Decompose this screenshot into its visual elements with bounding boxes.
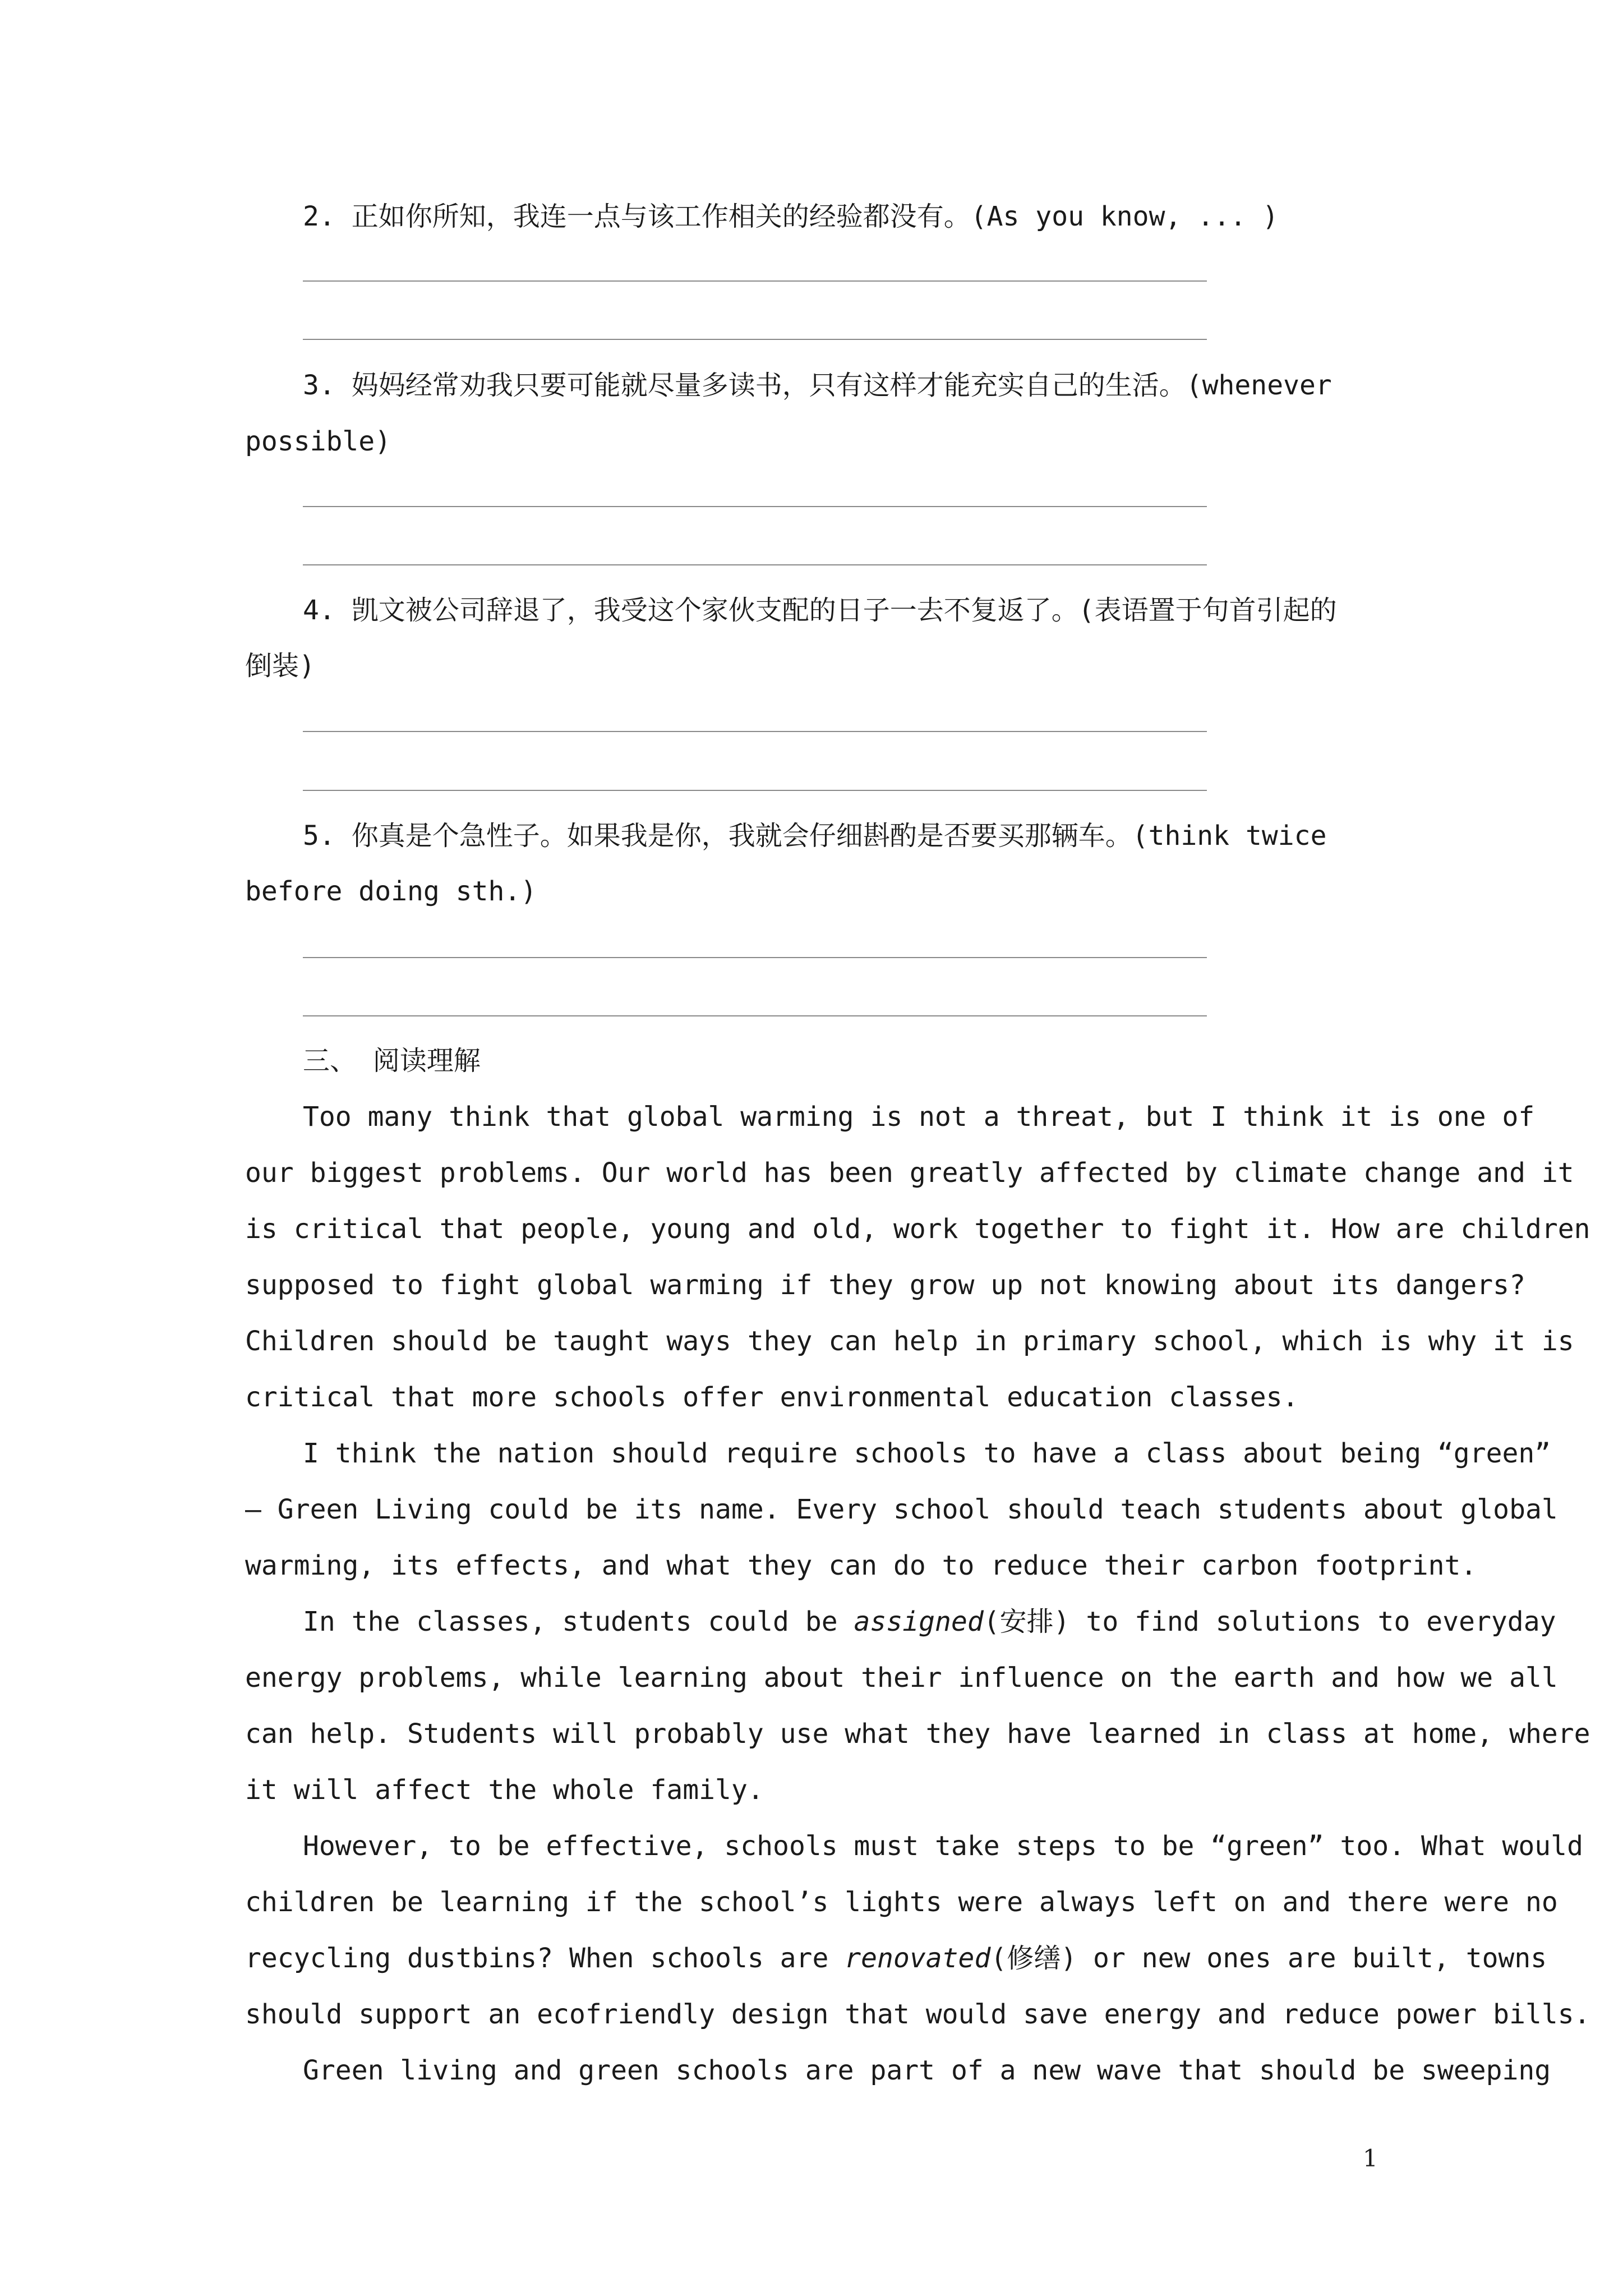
question-4-text: 4. 凯文被公司辞退了，我受这个家伙支配的日子一去不复返了。(表语置于句首引起的 xyxy=(303,595,1337,626)
paragraph-line: warming, its effects, and what they can do to reduce their carbon footprint. xyxy=(245,1550,1477,1581)
question-5-text: 5. 你真是个急性子。如果我是你，我就会仔细斟酌是否要买那辆车。(think twice xyxy=(303,820,1327,852)
text-run: In the classes, students could be xyxy=(303,1606,854,1637)
answer-line xyxy=(303,790,1207,791)
paragraph-line xyxy=(245,1940,1547,1976)
answer-line xyxy=(303,339,1207,340)
paragraph-line: — Green Living could be its name. Every school should teach students about global xyxy=(245,1494,1558,1525)
answer-line xyxy=(303,564,1207,565)
paragraph-line: I think the nation should require schools to have a class about being “green” xyxy=(303,1438,1551,1469)
answer-line xyxy=(303,280,1207,282)
paragraph-line: it will affect the whole family. xyxy=(245,1774,764,1806)
paragraph-line: However, to be effective, schools must take steps to be “green” too. What would xyxy=(303,1830,1583,1862)
answer-line xyxy=(303,506,1207,507)
text-run: (修缮) or new ones are built, towns xyxy=(990,1943,1547,1974)
answer-line xyxy=(303,731,1207,732)
page-number: 1 xyxy=(1363,2145,1378,2172)
question-3-text-cont: possible) xyxy=(245,426,391,457)
paragraph-line: our biggest problems. Our world has been greatly affected by climate change and it xyxy=(245,1157,1574,1189)
paragraph-line: Green living and green schools are part of a new wave that should be sweeping xyxy=(303,2055,1551,2086)
paragraph-line: should support an ecofriendly design that would save energy and reduce power bills. xyxy=(245,1999,1590,2030)
question-5-text-cont: before doing sth.) xyxy=(245,876,537,907)
italic-term: assigned xyxy=(854,1606,984,1637)
paragraph-line: is critical that people, young and old, work together to fight it. How are children xyxy=(245,1213,1590,1245)
italic-term: renovated xyxy=(845,1943,991,1974)
paragraph-line xyxy=(303,1604,1556,1640)
answer-line xyxy=(303,1015,1207,1016)
paragraph-line: energy problems, while learning about their influence on the earth and how we all xyxy=(245,1662,1558,1694)
paragraph-line: supposed to fight global warming if they grow up not knowing about its dangers? xyxy=(245,1269,1525,1301)
text-run: (安排) to find solutions to everyday xyxy=(983,1606,1556,1637)
text-run: recycling dustbins? When schools are xyxy=(245,1943,845,1974)
paragraph-line: can help. Students will probably use what they have learned in class at home, where xyxy=(245,1718,1590,1750)
question-3-text: 3. 妈妈经常劝我只要可能就尽量多读书，只有这样才能充实自己的生活。(whenever xyxy=(303,370,1332,401)
question-2-text: 2. 正如你所知，我连一点与该工作相关的经验都没有。(As you know, ... ) xyxy=(303,201,1279,232)
paragraph-line: Too many think that global warming is not a threat, but I think it is one of xyxy=(303,1101,1535,1133)
paragraph-line: Children should be taught ways they can help in primary school, which is why it is xyxy=(245,1326,1574,1357)
answer-line xyxy=(303,957,1207,958)
question-4-text-cont: 倒装) xyxy=(245,650,315,682)
paragraph-line: children be learning if the school’s lights were always left on and there were no xyxy=(245,1887,1558,1918)
section-heading: 三、 阅读理解 xyxy=(303,1045,481,1076)
paragraph-line: critical that more schools offer environmental education classes. xyxy=(245,1382,1299,1413)
